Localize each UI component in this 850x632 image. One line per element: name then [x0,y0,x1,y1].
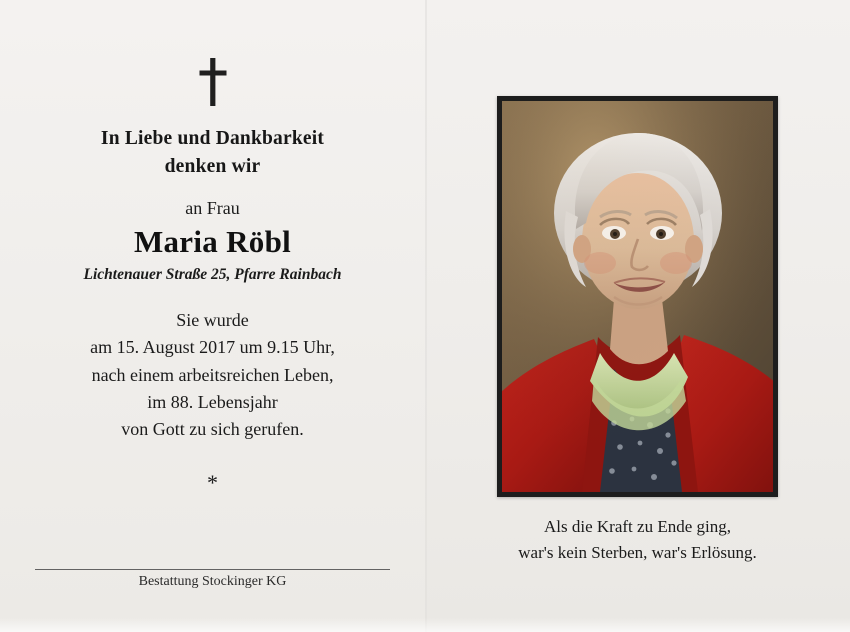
body-line: nach einem arbeitsreichen Leben, [91,364,334,385]
portrait-photo-frame [497,96,778,497]
deceased-name: Maria Röbl [133,223,292,259]
body-text [0,307,425,444]
caption-line: war's kein Sterben, war's Erlösung. [518,543,757,563]
body-line: Sie wurde [176,309,249,330]
deceased-address: Lichtenauer Straße 25, Pfarre Rainbach [83,265,342,283]
intro-line: an Frau [185,197,240,218]
footer-divider-rule [35,569,390,570]
heading-line-2: denken wir [164,156,261,178]
asterisk-divider: * [207,470,218,495]
caption-line: Als die Kraft zu Ende ging, [544,517,731,536]
body-line: am 15. August 2017 um 9.15 Uhr, [90,337,335,358]
funeral-home-footer: Bestattung Stockinger KG [138,574,287,589]
latin-cross-icon [0,58,425,111]
photo-caption [425,514,850,567]
heading-line-1: In Liebe und Dankbarkeit [100,128,325,149]
portrait-photo [502,101,773,492]
card-right-page [425,0,850,632]
body-line: von Gott zu sich gerufen. [121,419,304,440]
left-page-text-block [0,126,425,444]
body-line: im 88. Lebensjahr [147,392,278,413]
